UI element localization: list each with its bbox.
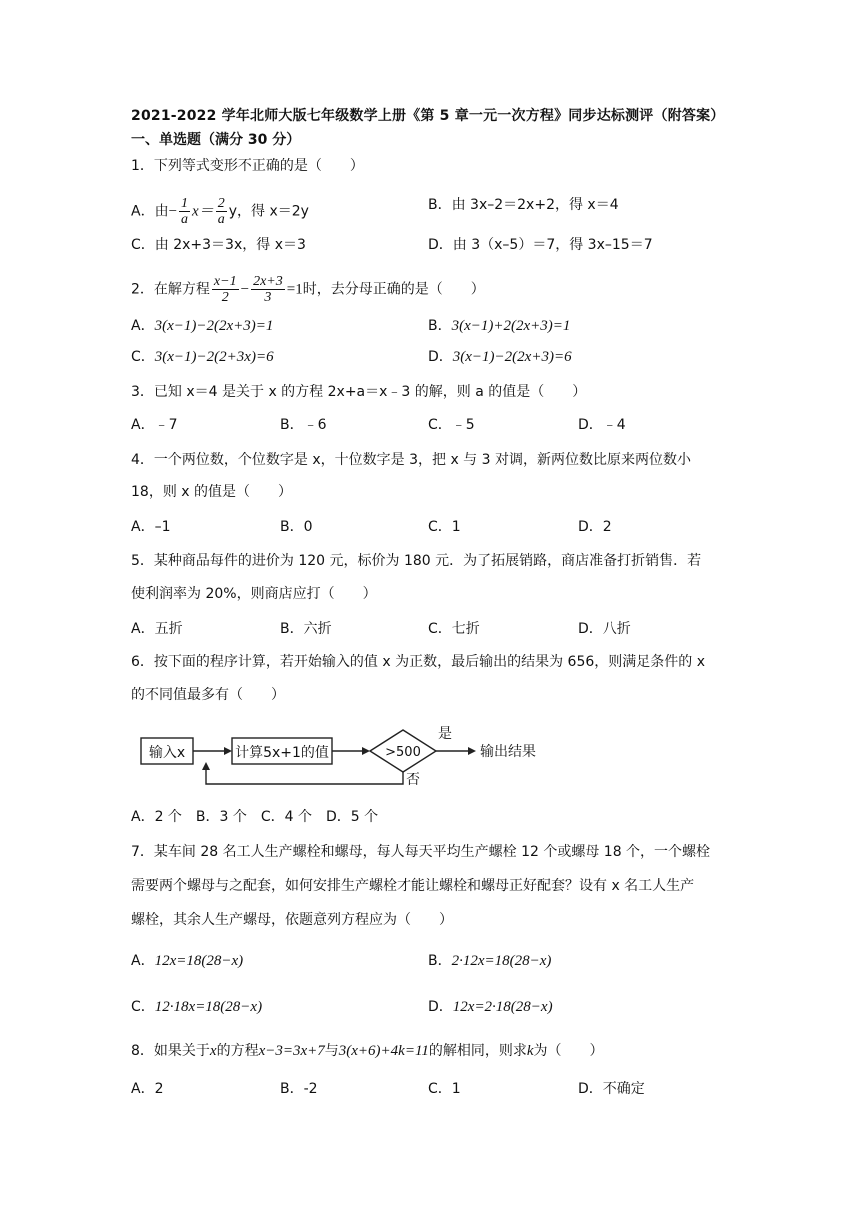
q2-option-d: D．3(x−1)−2(2x+3)=6: [428, 349, 572, 365]
flow-output-label: 输出结果: [480, 744, 536, 760]
q1-option-a: A．由− $\frac{1}{a}$ x＝ $\frac{2}{a}$ y，得 x＝2y: [131, 196, 309, 227]
q5-option-c: C．七折: [428, 621, 480, 637]
q8-option-d: D．不确定: [578, 1081, 645, 1097]
flow-input-label: 输入x: [148, 745, 186, 761]
q2-frac1: $\frac{x-1}{2}$: [213, 274, 237, 305]
q6-options: A．2 个 B．3 个 C．4 个 D．5 个: [131, 809, 379, 825]
q7-option-a: A．12x=18(28−x): [131, 953, 244, 969]
q7-stem-line3: 螺栓，其余人生产螺母，依题意列方程应为（ ）: [131, 912, 453, 928]
q7-stem-line1: 7．某车间 28 名工人生产螺栓和螺母，每人每天平均生产螺栓 12 个或螺母 18 个，一个螺栓: [131, 844, 711, 860]
q4-option-d: D．2: [578, 519, 612, 535]
q2-stem: 2．在解方程 $\frac{x-1}{2}$ − $\frac{2x+3}{3}$ =1时，去分母正确的是（ ）: [131, 274, 485, 305]
flow-yes-label: 是: [438, 726, 452, 742]
q5-stem-line2: 使利润率为 20%，则商店应打（ ）: [131, 586, 377, 602]
section-heading: 一、单选题（满分 30 分）: [131, 132, 301, 148]
q6-stem-line1: 6．按下面的程序计算，若开始输入的值 x 为正数，最后输出的结果为 656，则满足条件的 x: [131, 654, 705, 670]
q2-frac2: $\frac{2x+3}{3}$: [253, 274, 283, 305]
flow-condition-label: >500: [385, 745, 421, 760]
q1-option-b: B．由 3x–2＝2x+2，得 x＝4: [428, 197, 619, 213]
q6-stem-line2: 的不同值最多有（ ）: [131, 687, 285, 703]
q4-stem-line1: 4．一个两位数，个位数字是 x，十位数字是 3，把 x 与 3 对调，新两位数比原来两位数小: [131, 452, 691, 468]
q3-option-c: C．﹣5: [428, 417, 475, 433]
q4-option-c: C．1: [428, 519, 461, 535]
document-title: 2021-2022 学年北师大版七年级数学上册《第 5 章一元一次方程》同步达标测评（附答案）: [131, 108, 725, 124]
q5-option-b: B．六折: [280, 621, 332, 637]
q5-stem-line1: 5．某种商品每件的进价为 120 元，标价为 180 元．为了拓展销路，商店准备打折销售．若: [131, 553, 702, 569]
q5-option-d: D．八折: [578, 621, 631, 637]
q8-option-a: A．2: [131, 1081, 164, 1097]
q7-option-c: C．12·18x=18(28−x): [131, 999, 263, 1015]
flow-no-label: 否: [406, 772, 420, 788]
program-flowchart: [140, 718, 560, 790]
q7-stem-line2: 需要两个螺母与之配套，如何安排生产螺栓才能让螺栓和螺母正好配套？设有 x 名工人生产: [131, 878, 695, 894]
q3-option-a: A．﹣7: [131, 417, 178, 433]
q8-stem: 8．如果关于x的方程x−3=3x+7与3(x+6)+4k=11的解相同，则求k为（ ）: [131, 1043, 604, 1059]
q3-option-b: B．﹣6: [280, 417, 327, 433]
q4-option-b: B．0: [280, 519, 313, 535]
q4-stem-line2: 18，则 x 的值是（ ）: [131, 484, 292, 500]
q2-option-b: B．3(x−1)+2(2x+3)=1: [428, 318, 571, 334]
q4-option-a: A．–1: [131, 519, 171, 535]
q1-option-d: D．由 3（x–5）＝7，得 3x–15＝7: [428, 237, 653, 253]
q1-a-frac1: $\frac{1}{a}$: [181, 196, 189, 227]
q7-option-b: B．2·12x=18(28−x): [428, 953, 552, 969]
q2-option-a: A．3(x−1)−2(2x+3)=1: [131, 318, 274, 334]
q1-a-frac2: $\frac{2}{a}$: [217, 196, 225, 227]
q2-option-c: C．3(x−1)−2(2+3x)=6: [131, 349, 274, 365]
q1-a-label: A．由: [131, 203, 169, 220]
q3-stem: 3．已知 x＝4 是关于 x 的方程 2x+a＝x﹣3 的解，则 a 的值是（ ）: [131, 384, 587, 400]
q1-option-c: C．由 2x+3＝3x，得 x＝3: [131, 237, 306, 253]
q1-stem: 1．下列等式变形不正确的是（ ）: [131, 158, 364, 174]
q8-option-c: C．1: [428, 1081, 461, 1097]
q7-option-d: D．12x=2·18(28−x): [428, 999, 553, 1015]
q5-option-a: A．五折: [131, 621, 183, 637]
q3-option-d: D．﹣4: [578, 417, 626, 433]
q8-option-b: B．-2: [280, 1081, 318, 1097]
flow-calc-label: 计算5x+1的值: [235, 745, 329, 761]
